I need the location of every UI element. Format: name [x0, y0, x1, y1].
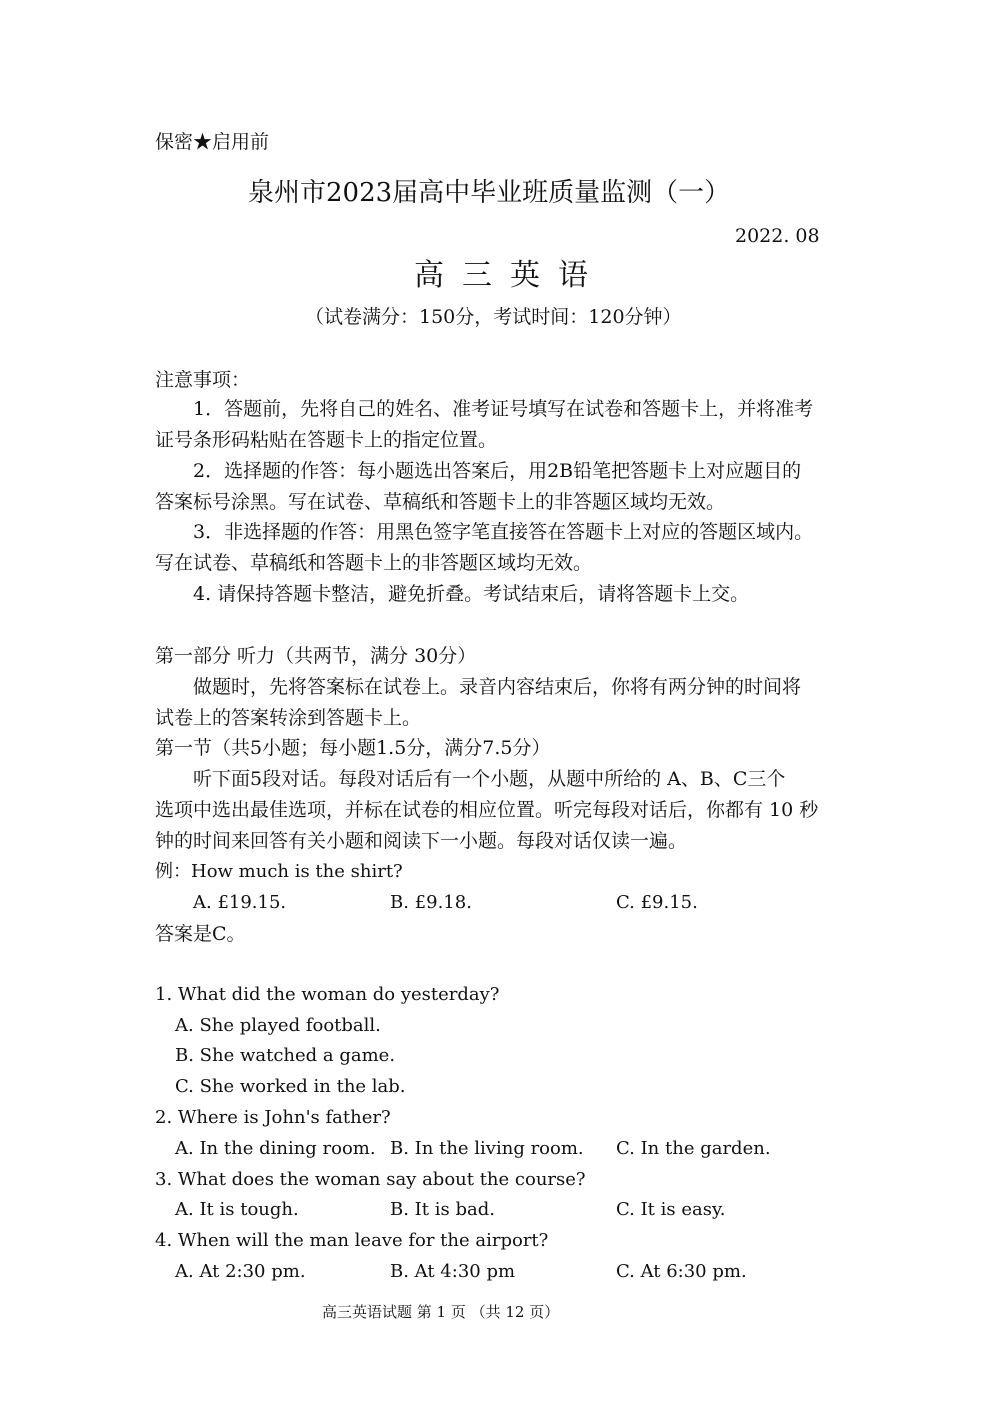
note-2b: 答案标号涂黑。写在试卷、草稿纸和答题卡上的非答题区域均无效。	[155, 491, 726, 513]
q4-option-c: C. At 6:30 pm.	[616, 1261, 747, 1282]
part1-heading: 第一部分 听力（共两节，满分 30分）	[155, 645, 477, 667]
note-1a: 1．答题前，先将自己的姓名、准考证号填写在试卷和答题卡上，并将准考	[193, 398, 814, 420]
notes-heading: 注意事项：	[155, 369, 251, 391]
example-option-c: C. £9.15.	[616, 892, 698, 913]
section1-heading: 第一节（共5小题；每小题1.5分，满分7.5分）	[155, 737, 551, 759]
q1-option-c: C. She worked in the lab.	[175, 1076, 406, 1097]
q3-option-c: C. It is easy.	[616, 1199, 726, 1220]
example-option-a: A. £19.15.	[193, 892, 287, 913]
subject-title: 高三英语	[414, 258, 606, 293]
note-3a: 3．非选择题的作答：用黑色签字笔直接答在答题卡上对应的答题区域内。	[193, 521, 814, 543]
q1-option-a: A. She played football.	[175, 1015, 381, 1036]
exam-title: 泉州市2023届高中毕业班质量监测（一）	[248, 178, 731, 208]
question-2: 2. Where is John's father?	[155, 1107, 391, 1128]
q2-option-b: B. In the living room.	[390, 1138, 584, 1159]
section1-instr-c: 钟的时间来回答有关小题和阅读下一小题。每段对话仅读一遍。	[155, 830, 688, 852]
part1-intro-b: 试卷上的答案转涂到答题卡上。	[155, 707, 422, 729]
question-3: 3. What does the woman say about the course?	[155, 1169, 586, 1190]
q3-option-a: A. It is tough.	[175, 1199, 299, 1220]
question-1: 1. What did the woman do yesterday?	[155, 984, 500, 1005]
q1-option-b: B. She watched a game.	[175, 1045, 396, 1066]
example-answer: 答案是C。	[155, 923, 246, 945]
note-1b: 证号条形码粘贴在答题卡上的指定位置。	[155, 429, 498, 451]
q4-option-a: A. At 2:30 pm.	[175, 1261, 306, 1282]
q2-option-c: C. In the garden.	[616, 1138, 771, 1159]
example-question: 例：How much is the shirt?	[155, 861, 403, 882]
note-3b: 写在试卷、草稿纸和答题卡上的非答题区域均无效。	[155, 552, 593, 574]
confidential-mark: 保密★启用前	[155, 131, 270, 153]
q4-option-b: B. At 4:30 pm	[390, 1261, 516, 1282]
example-option-b: B. £9.18.	[390, 892, 472, 913]
part1-intro-a: 做题时，先将答案标在试卷上。录音内容结束后，你将有两分钟的时间将	[193, 676, 802, 698]
section1-instr-b: 选项中选出最佳选项，并标在试卷的相应位置。听完每段对话后，你都有 10 秒	[155, 799, 819, 821]
note-2a: 2．选择题的作答：每小题选出答案后，用2B铅笔把答题卡上对应题目的	[193, 460, 802, 482]
exam-date: 2022. 08	[735, 225, 820, 247]
q3-option-b: B. It is bad.	[390, 1199, 495, 1220]
section1-instr-a: 听下面5段对话。每段对话后有一个小题，从题中所给的 A、B、C三个	[193, 768, 786, 790]
page-footer: 高三英语试题 第 1 页 （共 12 页）	[322, 1303, 560, 1321]
q2-option-a: A. In the dining room.	[175, 1138, 376, 1159]
question-4: 4. When will the man leave for the airport?	[155, 1230, 549, 1251]
exam-info: （试卷满分：150分，考试时间：120分钟）	[305, 306, 682, 328]
note-4: 4. 请保持答题卡整洁，避免折叠。考试结束后，请将答题卡上交。	[193, 583, 750, 605]
